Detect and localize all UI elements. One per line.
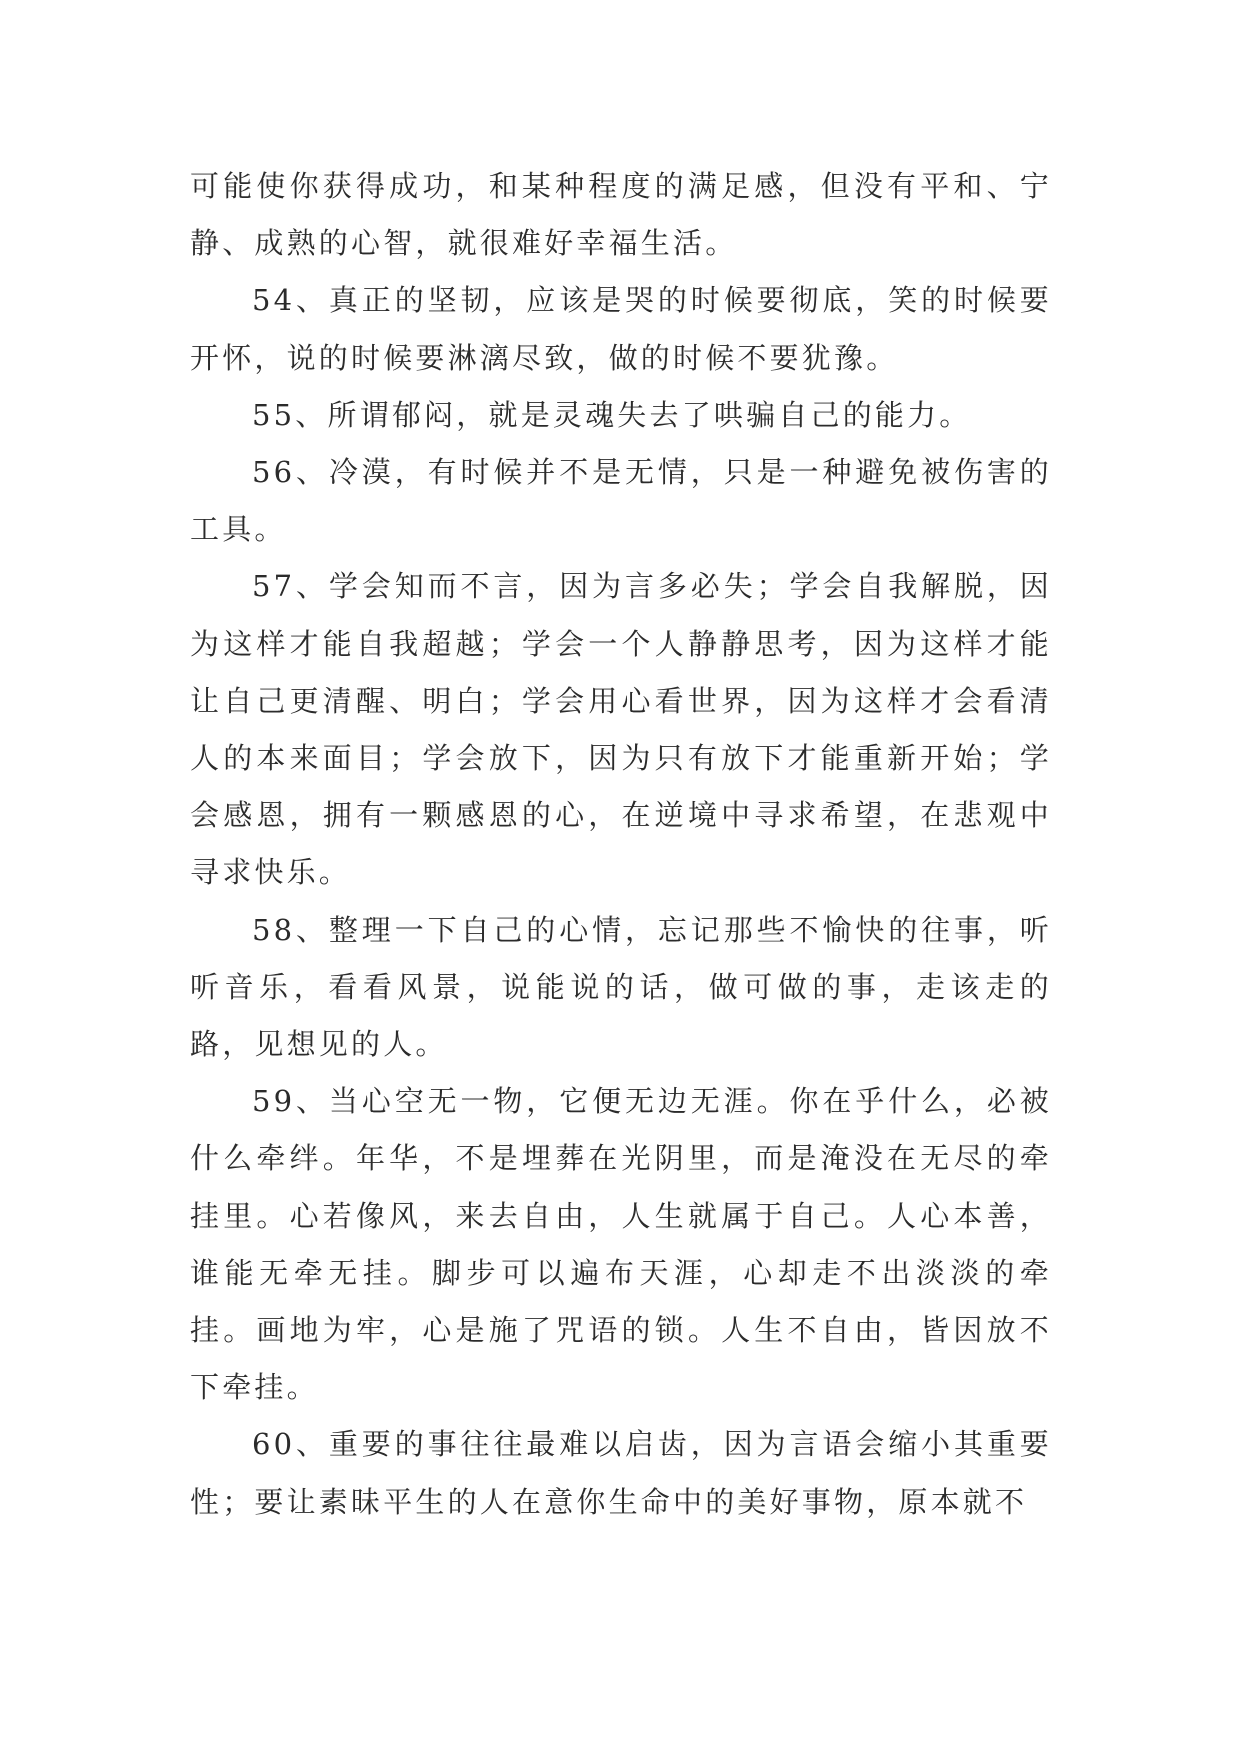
body-text <box>190 158 1052 1531</box>
paragraph-53-continued: 可能使你获得成功，和某种程度的满足感，但没有平和、宁静、成熟的心智，就很难好幸福生活。 <box>190 169 1052 261</box>
paragraph-58: 58、整理一下自己的心情，忘记那些不愉快的往事，听听音乐，看看风景，说能说的话，做可做的事，走该走的路，见想见的人。 <box>190 912 1052 1062</box>
paragraph-55: 55、所谓郁闷，就是灵魂失去了哄骗自己的能力。 <box>252 397 972 432</box>
paragraph-60: 60、重要的事往往最难以启齿，因为言语会缩小其重要性；要让素昧平生的人在意你生命中的美好事物，原本就不 <box>190 1427 1052 1519</box>
paragraph-54: 54、真正的坚韧，应该是哭的时候要彻底，笑的时候要开怀，说的时候要淋漓尽致，做的时候不要犹豫。 <box>190 283 1052 375</box>
paragraph-56: 56、冷漠，有时候并不是无情，只是一种避免被伤害的工具。 <box>190 455 1052 547</box>
paragraph-59: 59、当心空无一物，它便无边无涯。你在乎什么，必被什么牵绊。年华，不是埋葬在光阴里，而是淹没在无尽的牵挂里。心若像风，来去自由，人生就属于自己。人心本善，谁能无牵无挂。脚步可以遍布天涯，心却走不出淡淡的牵挂。画地为牢，心是施了咒语的锁。人生不自由，皆因放不下牵挂。 <box>190 1084 1052 1405</box>
paragraph-57: 57、学会知而不言，因为言多必失；学会自我解脱，因为这样才能自我超越；学会一个人静静思考，因为这样才能让自己更清醒、明白；学会用心看世界，因为这样才会看清人的本来面目；学会放下，因为只有放下才能重新开始；学会感恩，拥有一颗感恩的心，在逆境中寻求希望，在悲观中寻求快乐。 <box>190 569 1052 890</box>
